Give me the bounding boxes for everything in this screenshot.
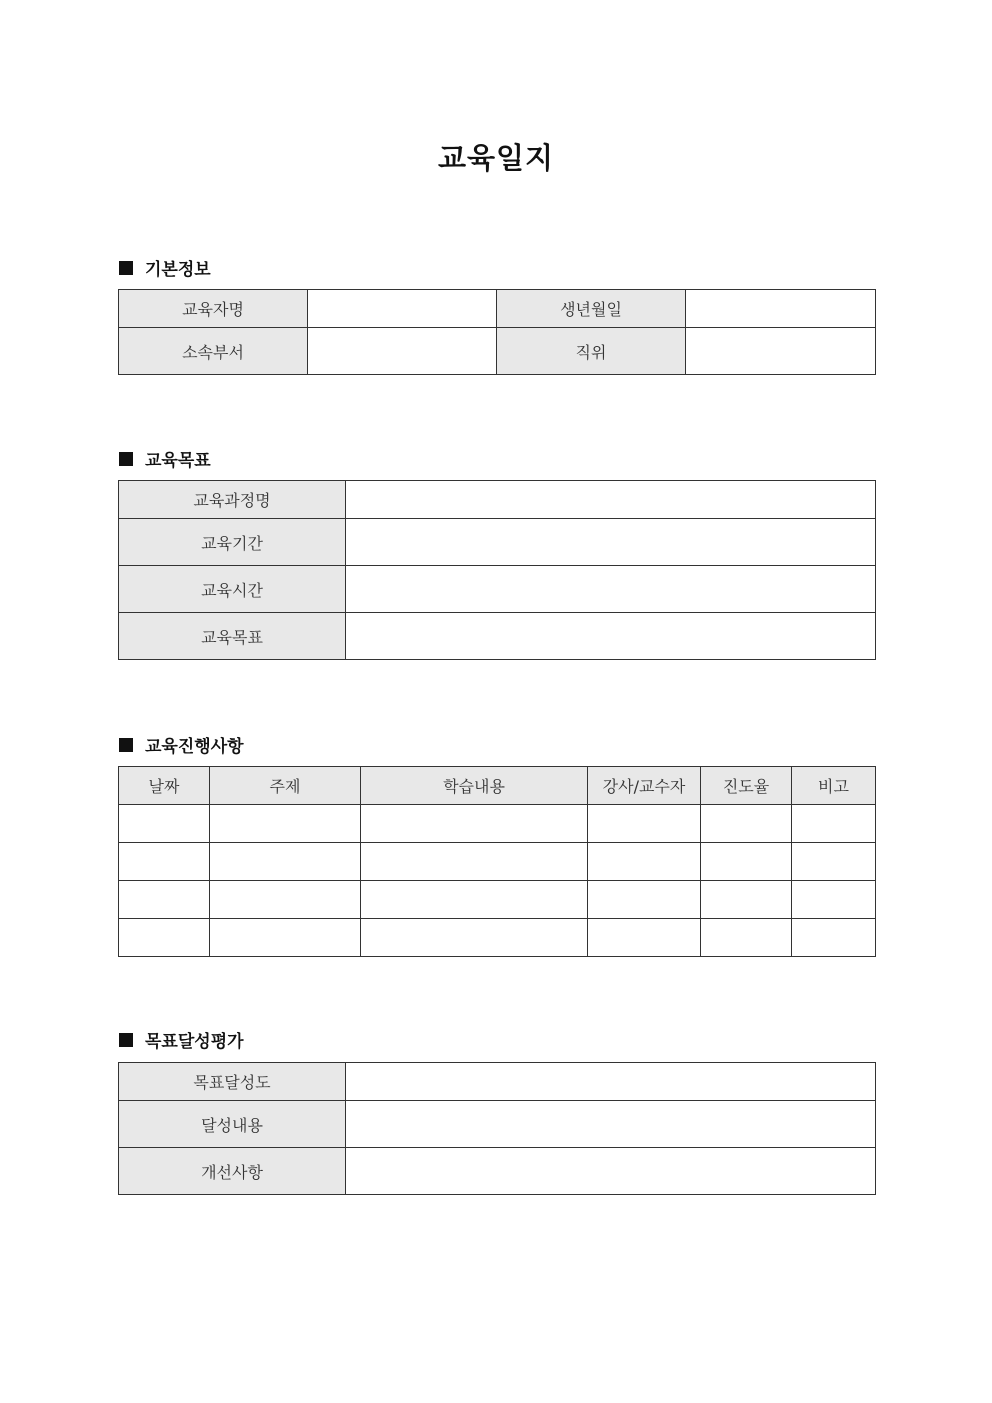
page-title: 교육일지 [437,141,555,175]
column-header-remarks: 비고 [792,767,876,805]
instructor-cell[interactable] [588,843,701,881]
instructor-cell[interactable] [588,881,701,919]
basic-info-table [118,289,876,375]
progress-rate-cell[interactable] [701,843,792,881]
educator-name-field[interactable] [308,290,497,328]
table-row [119,843,876,881]
section-title: 교육진행사항 [145,737,244,757]
table-row [119,328,876,375]
label-position: 직위 [497,328,686,375]
remarks-cell[interactable] [792,919,876,957]
remarks-cell[interactable] [792,805,876,843]
section-heading-evaluation [119,1027,244,1052]
progress-rate-cell[interactable] [701,805,792,843]
label-course-name: 교육과정명 [119,481,346,519]
education-goal-table [118,480,876,660]
topic-cell[interactable] [210,805,361,843]
birth-date-field[interactable] [686,290,876,328]
table-header-row [119,767,876,805]
period-field[interactable] [346,519,876,566]
table-row [119,481,876,519]
date-cell[interactable] [119,843,210,881]
date-cell[interactable] [119,919,210,957]
course-name-field[interactable] [346,481,876,519]
square-bullet-icon [119,738,133,752]
goal-field[interactable] [346,613,876,660]
evaluation-table [118,1062,876,1195]
table-row [119,1148,876,1195]
table-row [119,1063,876,1101]
column-header-topic: 주제 [210,767,361,805]
label-improvements: 개선사항 [119,1148,346,1195]
instructor-cell[interactable] [588,919,701,957]
label-period: 교육기간 [119,519,346,566]
label-hours: 교육시간 [119,566,346,613]
square-bullet-icon [119,261,133,275]
remarks-cell[interactable] [792,881,876,919]
label-educator-name: 교육자명 [119,290,308,328]
section-heading-basic [119,255,211,280]
topic-cell[interactable] [210,843,361,881]
table-row [119,881,876,919]
label-achievement-level: 목표달성도 [119,1063,346,1101]
progress-table [118,766,876,957]
table-row [119,919,876,957]
content-cell[interactable] [361,843,588,881]
improvements-field[interactable] [346,1148,876,1195]
square-bullet-icon [119,452,133,466]
label-goal: 교육목표 [119,613,346,660]
label-birth-date: 생년월일 [497,290,686,328]
table-row [119,613,876,660]
remarks-cell[interactable] [792,843,876,881]
content-cell[interactable] [361,805,588,843]
date-cell[interactable] [119,881,210,919]
content-cell[interactable] [361,881,588,919]
label-achievement-content: 달성내용 [119,1101,346,1148]
topic-cell[interactable] [210,919,361,957]
section-heading-progress [119,732,244,757]
column-header-date: 날짜 [119,767,210,805]
achievement-content-field[interactable] [346,1101,876,1148]
column-header-content: 학습내용 [361,767,588,805]
square-bullet-icon [119,1033,133,1047]
section-title: 기본정보 [145,260,211,280]
content-cell[interactable] [361,919,588,957]
column-header-instructor: 강사/교수자 [588,767,701,805]
instructor-cell[interactable] [588,805,701,843]
hours-field[interactable] [346,566,876,613]
label-department: 소속부서 [119,328,308,375]
table-row [119,566,876,613]
department-field[interactable] [308,328,497,375]
table-row [119,805,876,843]
date-cell[interactable] [119,805,210,843]
achievement-level-field[interactable] [346,1063,876,1101]
progress-rate-cell[interactable] [701,919,792,957]
section-heading-goal [119,446,211,471]
table-row [119,290,876,328]
section-title: 교육목표 [145,451,211,471]
progress-rate-cell[interactable] [701,881,792,919]
table-row [119,519,876,566]
section-title: 목표달성평가 [145,1032,244,1052]
topic-cell[interactable] [210,881,361,919]
column-header-progress-rate: 진도율 [701,767,792,805]
table-row [119,1101,876,1148]
position-field[interactable] [686,328,876,375]
